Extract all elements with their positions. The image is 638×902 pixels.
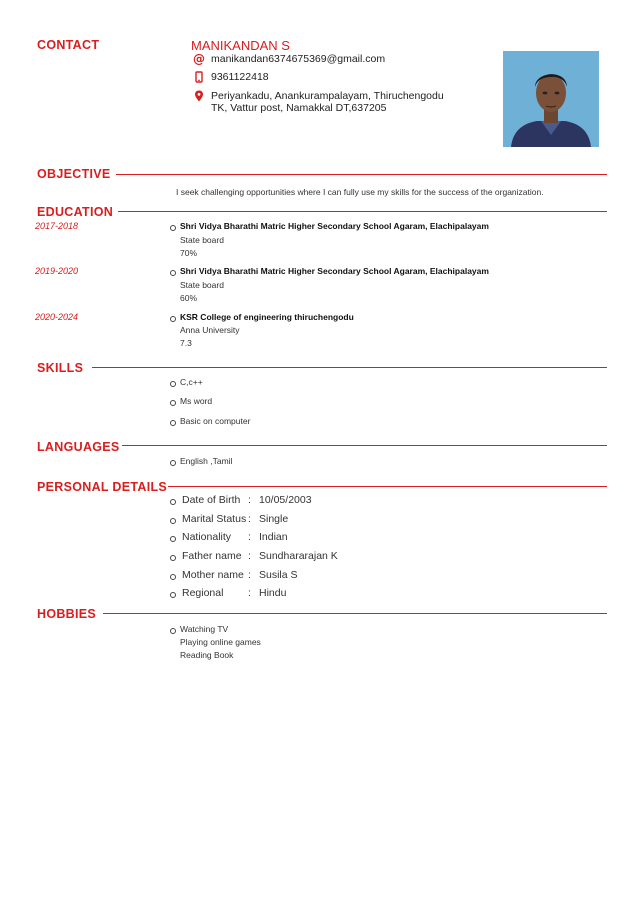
skills-divider: [92, 367, 607, 368]
objective-text: I seek challenging opportunities where I can fully use my skills for the success of the organization.: [176, 187, 544, 197]
detail-value: Hindu: [259, 587, 287, 599]
education-board: Anna University: [180, 325, 240, 335]
bullet-icon: [170, 460, 176, 466]
objective-heading: OBJECTIVE: [37, 167, 111, 181]
location-pin-icon: [193, 89, 205, 101]
address-text: [211, 90, 444, 114]
education-school: KSR College of engineering thiruchengodu: [180, 312, 354, 322]
education-years: 2017-2018: [35, 221, 79, 231]
education-heading: EDUCATION: [37, 205, 114, 219]
address-line-1: Periyankadu, Anankurampalayam, Thiruchengodu: [211, 90, 444, 102]
contact-heading: CONTACT: [37, 38, 100, 52]
skills-heading: SKILLS: [37, 361, 84, 375]
languages-heading: LANGUAGES: [37, 440, 120, 454]
detail-separator: :: [248, 569, 251, 581]
detail-value: 10/05/2003: [259, 494, 312, 506]
personal-details-divider: [168, 486, 607, 487]
education-years: 2019-2020: [35, 266, 79, 276]
education-score: 60%: [180, 293, 198, 303]
at-icon: [193, 52, 205, 64]
bullet-icon: [170, 270, 176, 276]
education-school: Shri Vidya Bharathi Matric Higher Secondary School Agaram, Elachipalayam: [180, 266, 489, 276]
education-school: Shri Vidya Bharathi Matric Higher Secondary School Agaram, Elachipalayam: [180, 221, 489, 231]
education-score: 70%: [180, 248, 198, 258]
languages-divider: [122, 445, 607, 446]
bullet-icon: [170, 400, 176, 406]
detail-label: Mother name: [182, 569, 244, 581]
address-line-2: TK, Vattur post, Namakkal DT,637205: [211, 102, 387, 114]
bullet-icon: [170, 518, 176, 524]
hobby-item: Reading Book: [180, 650, 234, 660]
svg-text:@: @: [193, 53, 205, 65]
detail-separator: :: [248, 513, 251, 525]
bullet-icon: [170, 420, 176, 426]
detail-label: Father name: [182, 550, 242, 562]
hobby-item: Playing online games: [180, 637, 261, 647]
bullet-icon: [170, 628, 176, 634]
detail-value: Single: [259, 513, 289, 525]
hobbies-divider: [103, 613, 607, 614]
detail-separator: :: [248, 550, 251, 562]
detail-separator: :: [248, 587, 251, 599]
education-score: 7.3: [180, 338, 192, 348]
bullet-icon: [170, 555, 176, 561]
skill-item: C,c++: [180, 377, 203, 387]
bullet-icon: [170, 536, 176, 542]
education-board: State board: [180, 235, 224, 245]
detail-value: Indian: [259, 531, 288, 543]
hobbies-heading: HOBBIES: [37, 607, 97, 621]
personal-details-heading: PERSONAL DETAILS: [37, 480, 168, 494]
detail-label: Regional: [182, 587, 224, 599]
detail-separator: :: [248, 494, 251, 506]
education-divider: [118, 211, 607, 212]
skill-item: Ms word: [180, 396, 213, 406]
bullet-icon: [170, 316, 176, 322]
phone-icon: [193, 70, 205, 82]
hobby-item: Watching TV: [180, 624, 229, 634]
detail-value: Susila S: [259, 569, 298, 581]
bullet-icon: [170, 592, 176, 598]
candidate-name: MANIKANDAN S: [191, 38, 290, 53]
bullet-icon: [170, 574, 176, 580]
profile-photo: [503, 51, 599, 147]
detail-label: Date of Birth: [182, 494, 241, 506]
objective-divider: [116, 174, 607, 175]
bullet-icon: [170, 225, 176, 231]
bullet-icon: [170, 381, 176, 387]
education-years: 2020-2024: [35, 312, 79, 322]
education-board: State board: [180, 280, 224, 290]
detail-separator: :: [248, 531, 251, 543]
email-text: manikandan6374675369@gmail.com: [211, 53, 386, 65]
detail-value: Sundhararajan K: [259, 550, 338, 562]
detail-label: Marital Status: [182, 513, 247, 525]
detail-label: Nationality: [182, 531, 232, 543]
phone-text: 9361122418: [211, 71, 269, 83]
bullet-icon: [170, 499, 176, 505]
language-item: English ,Tamil: [180, 456, 233, 466]
skill-item: Basic on computer: [180, 416, 251, 426]
